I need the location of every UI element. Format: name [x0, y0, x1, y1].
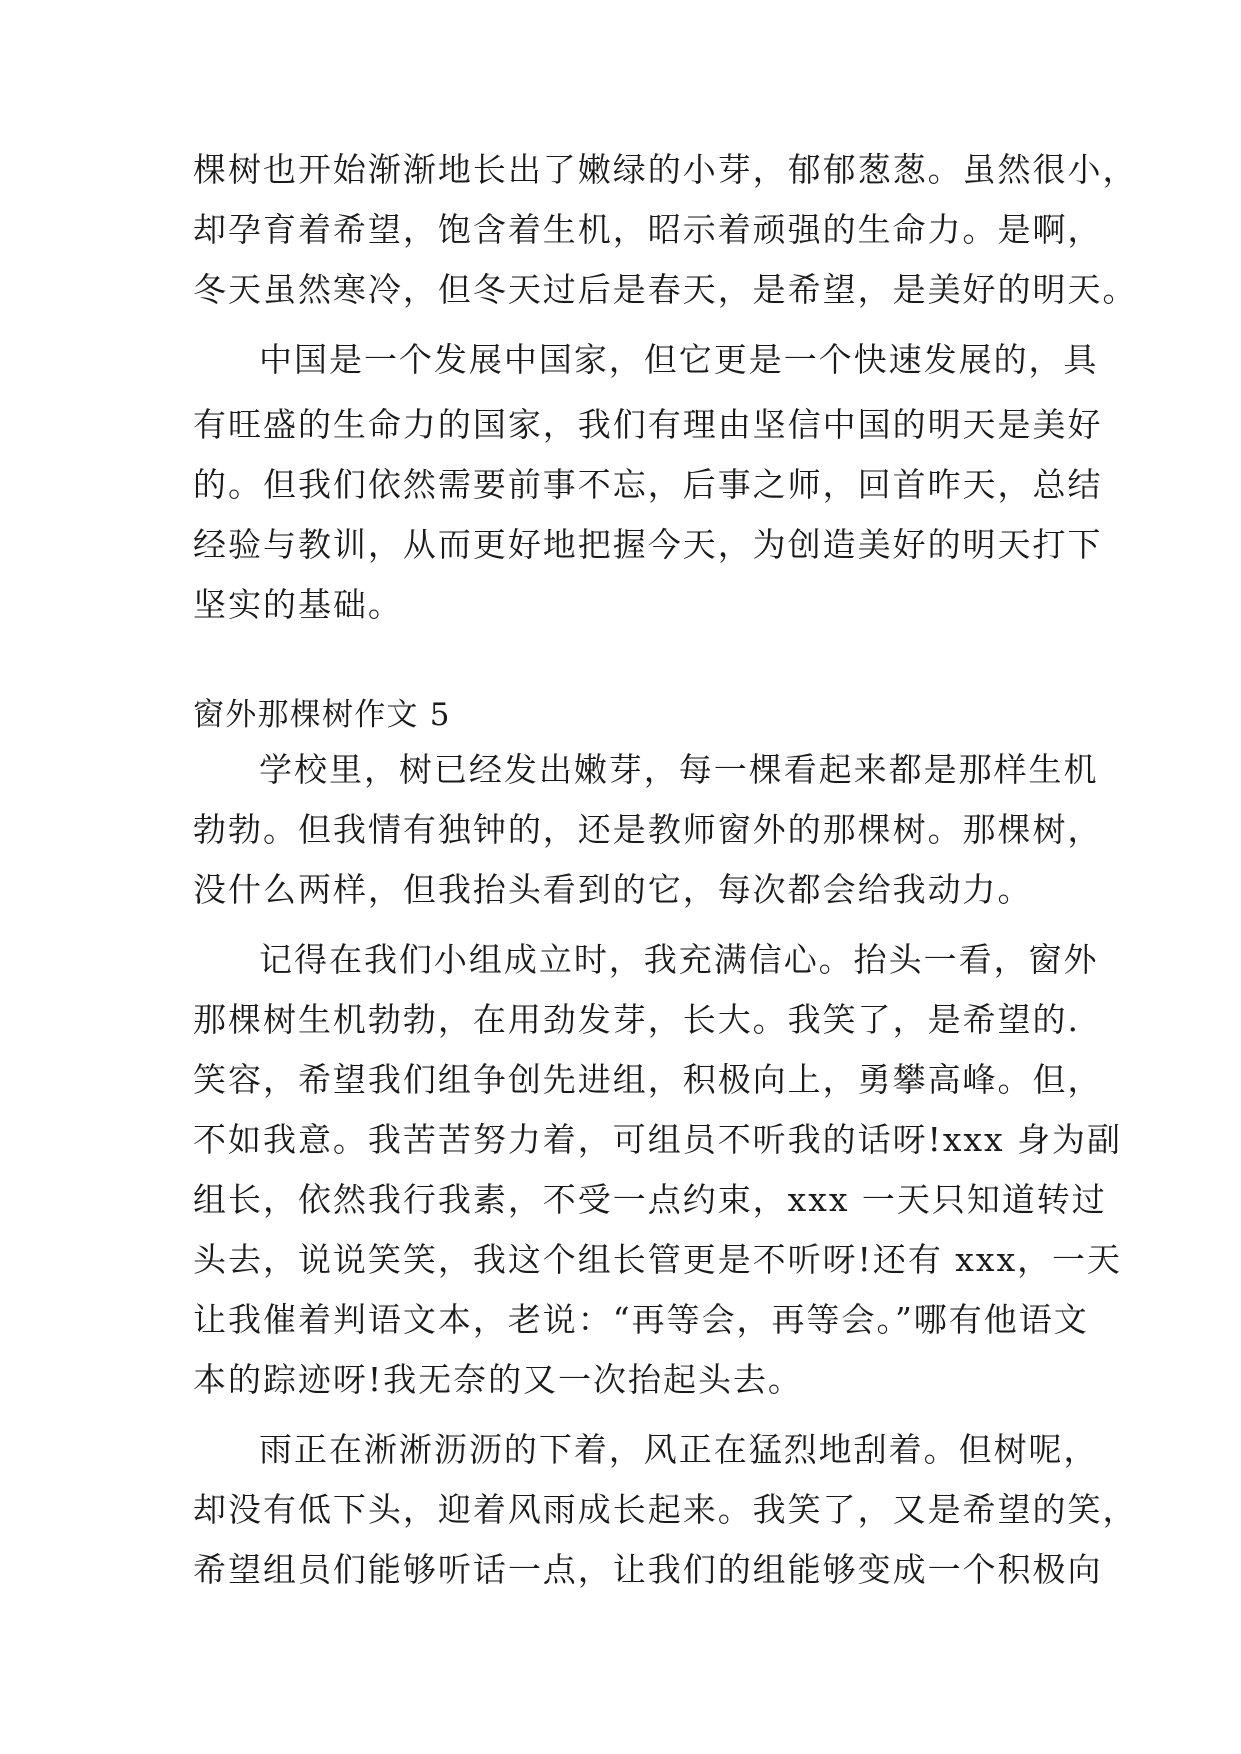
text-line: 勃勃。但我情有独钟的，还是教师窗外的那棵树。那棵树，	[193, 810, 1103, 849]
paragraph-first-line: 学校里，树已经发出嫩芽，每一棵看起来都是那样生机	[259, 750, 1099, 789]
text-line: 冬天虽然寒冷，但冬天过后是春天，是希望，是美好的明天。	[193, 270, 1138, 309]
text-line: 本的踪迹呀!我无奈的又一次抬起头去。	[193, 1360, 803, 1399]
section-heading: 窗外那棵树作文 5	[193, 697, 451, 733]
text-line: 的。但我们依然需要前事不忘，后事之师，回首昨天，总结	[193, 465, 1103, 504]
text-line: 笑容，希望我们组争创先进组，积极向上，勇攀高峰。但，	[193, 1060, 1103, 1099]
text-line: 没什么两样，但我抬头看到的它，每次都会给我动力。	[193, 870, 1033, 909]
text-line: 棵树也开始渐渐地长出了嫩绿的小芽，郁郁葱葱。虽然很小，	[193, 150, 1138, 189]
text-line: 那棵树生机勃勃，在用劲发芽，长大。我笑了，是希望的.	[193, 1000, 1080, 1039]
text-line: 头去，说说笑笑，我这个组长管更是不听呀!还有 xxx，一天	[193, 1240, 1123, 1279]
text-line: 让我催着判语文本，老说：“再等会，再等会。”哪有他语文	[193, 1300, 1089, 1339]
text-line: 组长，依然我行我素，不受一点约束，xxx 一天只知道转过	[193, 1180, 1107, 1219]
text-line: 坚实的基础。	[193, 585, 403, 624]
text-line: 经验与教训，从而更好地把握今天，为创造美好的明天打下	[193, 525, 1103, 564]
text-line: 有旺盛的生命力的国家，我们有理由坚信中国的明天是美好	[193, 405, 1103, 444]
paragraph-first-line: 雨正在淅淅沥沥的下着，风正在猛烈地刮着。但树呢，	[259, 1430, 1099, 1469]
paragraph-first-line: 中国是一个发展中国家，但它更是一个快速发展的，具	[259, 340, 1099, 379]
text-line: 希望组员们能够听话一点，让我们的组能够变成一个积极向	[193, 1550, 1103, 1589]
paragraph-first-line: 记得在我们小组成立时，我充满信心。抬头一看，窗外	[259, 940, 1099, 979]
text-line: 却孕育着希望，饱含着生机，昭示着顽强的生命力。是啊，	[193, 210, 1103, 249]
text-line: 不如我意。我苦苦努力着，可组员不听我的话呀!xxx 身为副	[193, 1120, 1123, 1159]
text-line: 却没有低下头，迎着风雨成长起来。我笑了，又是希望的笑，	[193, 1490, 1138, 1529]
